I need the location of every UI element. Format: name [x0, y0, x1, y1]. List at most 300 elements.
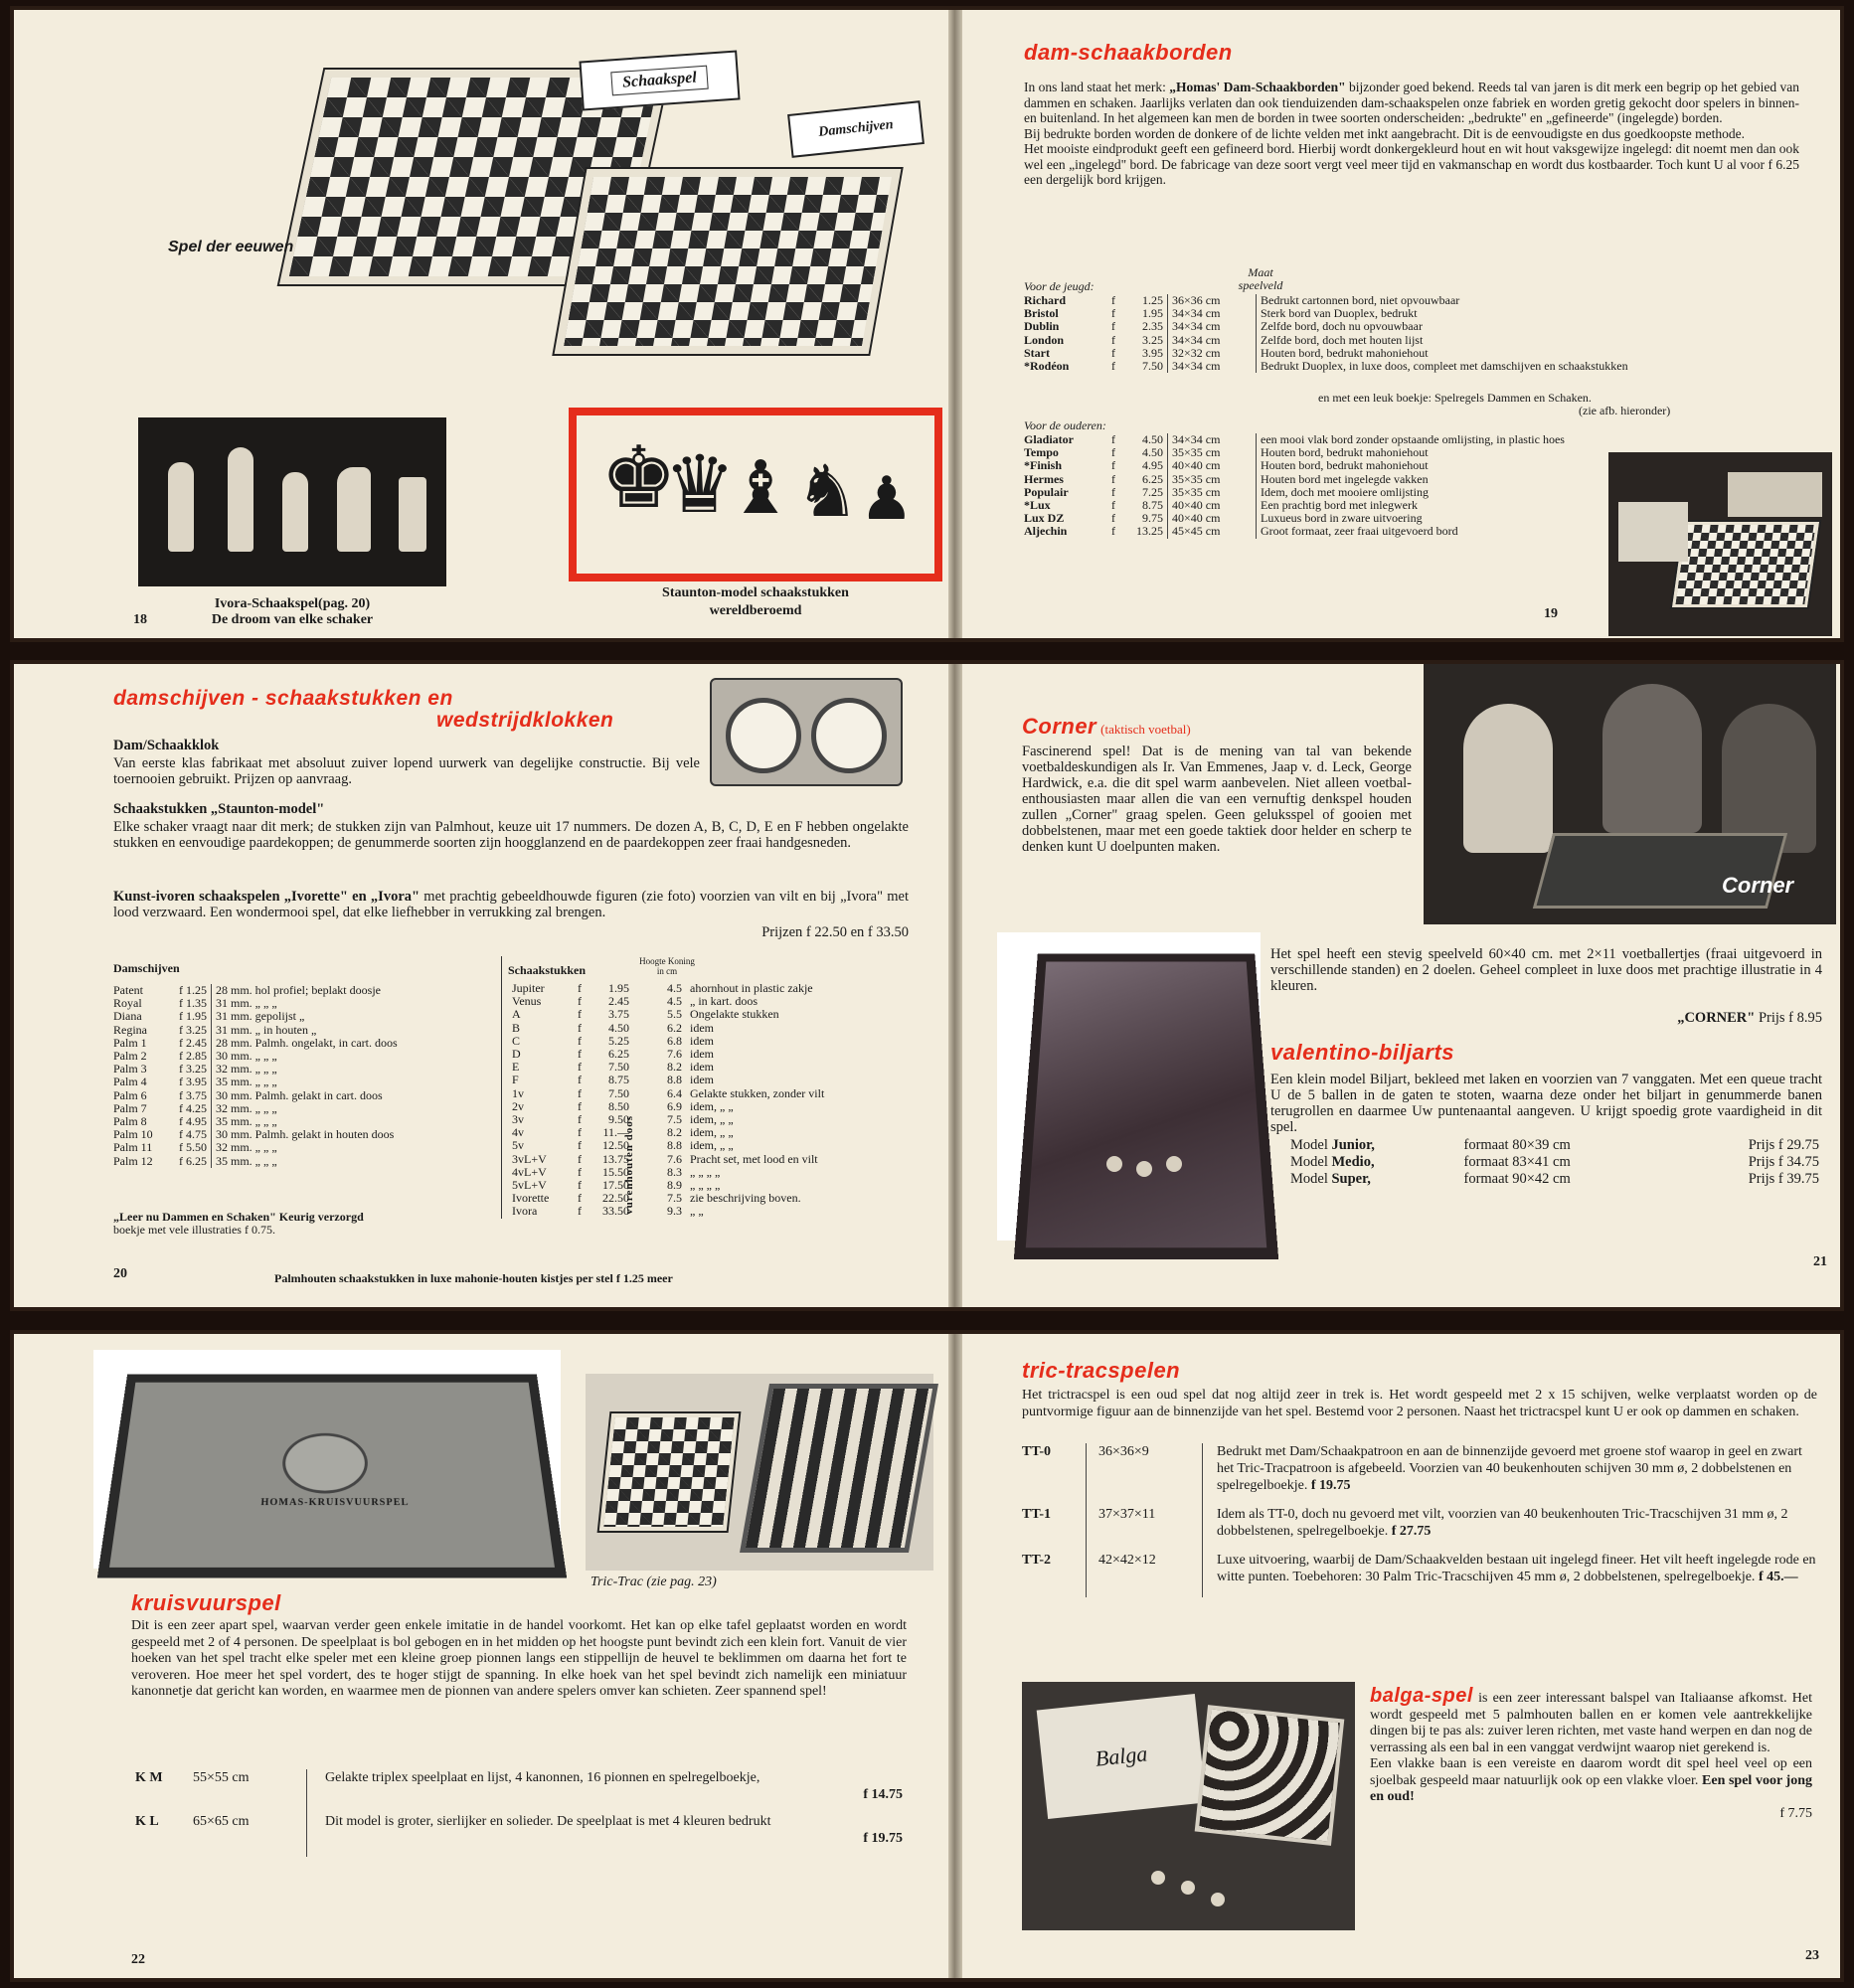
- page-number: 19: [1544, 606, 1558, 621]
- dam-desc: 35 mm. „ „ „: [212, 1115, 402, 1128]
- size: 65×65 cm: [193, 1814, 250, 1829]
- rodeon-board: [1672, 522, 1819, 607]
- size: 35×35 cm: [1168, 473, 1257, 486]
- currency: f: [578, 981, 582, 995]
- set-name: 5vL+V: [512, 1178, 547, 1193]
- currency: f: [1111, 332, 1115, 347]
- set-name: 2v: [512, 1098, 524, 1113]
- code: TT-2: [1022, 1553, 1052, 1568]
- table-row: [109, 1024, 402, 1037]
- gutter: [948, 664, 962, 1307]
- currency: f: [578, 1033, 582, 1048]
- description: Ongelakte stukken: [690, 1007, 779, 1022]
- set-name: Ivorette: [512, 1191, 550, 1206]
- table-row: [1286, 1137, 1823, 1154]
- hoogte-header: [637, 956, 697, 976]
- pawn-icon: ♟: [860, 464, 914, 534]
- set-name: 4v: [512, 1125, 524, 1140]
- description: [1203, 1506, 1824, 1552]
- description: Houten bord met ingelegde vakken: [1257, 473, 1569, 486]
- intro-brand: „Homas' Dam-Schaakborden": [1169, 80, 1346, 94]
- rodeon-lid: [1728, 472, 1822, 517]
- staunton-title: Schaakstukken „Staunton-model": [113, 801, 325, 817]
- size: 55×55 cm: [193, 1770, 250, 1785]
- price: 1.95: [608, 981, 629, 995]
- board-name: Gladiator: [1024, 432, 1074, 446]
- billiard-photo: [997, 932, 1261, 1241]
- price: 4.95: [1142, 458, 1163, 473]
- price: f 45.—: [1755, 1570, 1798, 1584]
- board-name: London: [1024, 332, 1065, 347]
- set-name: D: [512, 1047, 521, 1062]
- board-name: *Rodéon: [1024, 359, 1070, 374]
- size: 34×34 cm: [1168, 307, 1257, 320]
- price: 11.—: [602, 1125, 629, 1140]
- table-row: [1020, 360, 1632, 373]
- balga-desc2: Een vlakke baan is een vereiste en daarom wordt dit spel heel veel op een sjoelbak gespeeld maar natuurlijk ook op een vlakke vloer.: [1370, 1756, 1812, 1788]
- dam-price: f 3.75: [179, 1087, 207, 1102]
- corner-heading: Corner: [1022, 714, 1097, 739]
- table-row: [1020, 320, 1632, 333]
- description: Een prachtig bord met inlegwerk: [1257, 499, 1569, 512]
- table-row: [1020, 473, 1569, 486]
- dam-price: f 5.50: [179, 1140, 207, 1155]
- size: 37×37×11: [1087, 1506, 1203, 1552]
- price: 6.25: [1142, 471, 1163, 486]
- description: Idem, doch met mooiere omlijsting: [1257, 486, 1569, 499]
- dam-price: f 3.25: [179, 1022, 207, 1037]
- dam-price: f 1.35: [179, 996, 207, 1011]
- price: 4.50: [1142, 432, 1163, 446]
- table-row: [508, 1074, 828, 1086]
- page-number: 18: [133, 612, 147, 627]
- corner-box: Corner: [1722, 873, 1794, 898]
- dam-price: f 6.25: [179, 1153, 207, 1168]
- currency: f: [578, 1007, 582, 1022]
- fort-icon: [281, 1433, 368, 1494]
- size: 36×36×9: [1087, 1443, 1203, 1506]
- dam-desc: 31 mm. „ „ „: [212, 997, 402, 1010]
- rodeon-photo: [1608, 452, 1832, 636]
- price: 8.75: [1142, 498, 1163, 513]
- height: 8.2: [667, 1125, 682, 1140]
- dam-desc: 30 mm. Palmh. gelakt in cart. doos: [212, 1089, 402, 1102]
- desc-text: Luxe uitvoering, waarbij de Dam/Schaakvelden bestaan uit ingelegd fineer. Het vilt heeft ingelegde rode en witte punten. Toebehoren: 30 Palm Tric-Tracschijven 45 mm ø, 2 dobbelstenen, spelregelboekje.: [1217, 1553, 1816, 1584]
- table-row: [131, 1769, 907, 1813]
- dam-name: Diana: [113, 1009, 142, 1024]
- dam-desc: 28 mm. Palmh. ongelakt, in cart. doos: [212, 1037, 402, 1050]
- size: 34×34 cm: [1168, 360, 1257, 373]
- height: 7.6: [667, 1047, 682, 1062]
- page-number: 22: [131, 1952, 145, 1967]
- dam-price: f 4.95: [179, 1114, 207, 1129]
- table-row: [109, 1141, 402, 1154]
- description: „ in kart. doos: [690, 994, 758, 1009]
- dam-name: Royal: [113, 996, 142, 1011]
- kruisvuur-text: Dit is een zeer apart spel, waarvan verder geen enkele imitatie in de handel voorkomt. Het kan op elke tafel geplaatst worden en wordt gespeeld met 2 of 4 personen. De speelplaat is bol gebogen en in het midden op het hoogste punt bevindt zich een klein fort. Vanuit de vier hoeken van het spel tracht elke speler met een kleine groep pionnen langs een stippellijn de heuvel te beklimmen om daarna het fort te veroveren. Hoe meer het spel vordert, des te hoger stijgt de spanning. In elke hoek van het spel bevindt zich namelijk een miniatuur kanonnetje dat gericht kan worden, en waarmee men de pionnen van andere spelers omver kan schieten. Zeer spannend spel!: [131, 1618, 907, 1699]
- balga-price: f 7.75: [1779, 1805, 1812, 1821]
- board-text: HOMAS-KRUISVUURSPEL: [260, 1497, 410, 1509]
- rodeon-note: (zie afb. hieronder): [1579, 404, 1671, 417]
- set-name: 4vL+V: [512, 1164, 547, 1179]
- rodeon-box: [1618, 502, 1688, 562]
- dam-price: f 2.45: [179, 1035, 207, 1050]
- dam-desc: 28 mm. hol profiel; beplakt doosje: [212, 984, 402, 997]
- board-name: Lux DZ: [1024, 511, 1065, 526]
- balga-photo: [1022, 1682, 1355, 1930]
- desc-text: Dit model is groter, sierlijker en solieder. De speelplaat is met 4 kleuren bedrukt: [325, 1814, 771, 1829]
- dam-name: Palm 7: [113, 1100, 147, 1115]
- king-icon: ♚: [600, 428, 678, 528]
- currency: f: [1111, 432, 1115, 446]
- table-row: [131, 1813, 907, 1857]
- corner-price-name: „CORNER": [1677, 1010, 1756, 1026]
- board-name: Populair: [1024, 484, 1069, 499]
- ouderen-label: Voor de ouderen:: [1024, 418, 1106, 432]
- description: idem: [690, 1073, 714, 1087]
- trictrac-board: [599, 1413, 739, 1531]
- heading-line: wedstrijdklokken: [436, 709, 614, 732]
- dam-name: Palm 4: [113, 1075, 147, 1089]
- dam-name: Palm 10: [113, 1127, 153, 1142]
- ivory-title: Kunst-ivoren schaakspelen „Ivorette" en „Ivora": [113, 889, 421, 905]
- currency: f: [1111, 498, 1115, 513]
- model-size: formaat 80×39 cm: [1463, 1137, 1571, 1153]
- price: f 27.75: [1388, 1524, 1432, 1539]
- description: Luxueus bord in zware uitvoering: [1257, 512, 1569, 525]
- page-22: [14, 1334, 948, 1978]
- height: 4.5: [667, 994, 682, 1009]
- checkerboard-illustration: [555, 169, 902, 354]
- intro-text: [1024, 80, 1799, 188]
- box-schaakspel-label: Schaakspel: [610, 66, 708, 96]
- gutter: [948, 10, 962, 638]
- valentino-heading: valentino-biljarts: [1270, 1040, 1455, 1065]
- code: TT-1: [1022, 1507, 1052, 1522]
- table-row: [109, 1010, 402, 1023]
- chess-clock-photo: [710, 678, 903, 786]
- dam-desc: 31 mm. gepolijst „: [212, 1010, 402, 1023]
- height: 7.5: [667, 1191, 682, 1206]
- ball-icon: [1136, 1161, 1152, 1177]
- kruisvuur-photo: [93, 1350, 561, 1569]
- dam-header: Damschijven: [113, 961, 180, 975]
- set-name: Jupiter: [512, 981, 545, 995]
- description: idem, „ „: [690, 1112, 734, 1127]
- currency: f: [578, 1112, 582, 1127]
- balga-text: [1370, 1685, 1813, 1822]
- heading-line: damschijven - schaakstukken en: [113, 687, 453, 710]
- price: 17.50: [602, 1178, 629, 1193]
- ivora-photo: [138, 417, 446, 586]
- height: 8.8: [667, 1073, 682, 1087]
- set-name: 1v: [512, 1085, 524, 1100]
- height: 7.6: [667, 1151, 682, 1166]
- size: 45×45 cm: [1168, 525, 1257, 538]
- kruisvuur-board: [97, 1375, 567, 1578]
- paragraph: Bij bedrukte borden worden de donkere of de lichte velden met inkt aangebracht. Dit is de eenvoudigste en dus goedkoopste methode.: [1024, 125, 1746, 141]
- ivory-desc: met prachtig gebeeldhouwde figuren (zie foto) voorzien van vilt en bij „Ivora" met lood verzwaard. Een wondermooi spel, dat elke liefhebber in verrukking zal brengen.: [113, 889, 910, 920]
- description: ahornhout in plastic zakje: [690, 981, 813, 995]
- maat-header: [1221, 266, 1300, 292]
- dam-name: Palm 8: [113, 1114, 147, 1129]
- dam-name: Palm 2: [113, 1049, 147, 1064]
- dam-price: f 3.25: [179, 1062, 207, 1077]
- price: 12.50: [602, 1138, 629, 1153]
- price: 22.50: [602, 1191, 629, 1206]
- queen-icon: ♛: [664, 438, 736, 531]
- corner-text: Fascinerend spel! Dat is de mening van tal van bekende voetbaldeskundigen als Ir. Van Emmenes, Jaap v. d. Leck, George Hardwick, e.a. die dit spel warm aanbevelen. Niet alleen voetbal-enthousiasten maar allen die van een vernuftig denkspel houden zullen „Corner" graag spelen. Geen geluksspel of gooien met dobbelstenen, maar met een goede taktiek door helder en scherp te denken kunt U doelpunten maken.: [1022, 744, 1412, 855]
- model-price: Prijs f 29.75: [1748, 1137, 1819, 1153]
- price: 7.50: [1142, 359, 1163, 374]
- dam-desc: 32 mm. „ „ „: [212, 1102, 402, 1115]
- staunton-caption: [569, 584, 942, 620]
- description: idem, „ „: [690, 1138, 734, 1153]
- desc-text: Idem als TT-0, doch nu gevoerd met vilt, voorzien van 40 beukenhouten Tric-Tracschijven 31 mm ø, 2 dobbelstenen, spelregelboekje.: [1217, 1507, 1788, 1539]
- description: [307, 1769, 908, 1813]
- table-row: [1286, 1171, 1823, 1188]
- currency: f: [578, 1204, 582, 1219]
- description: idem: [690, 1033, 714, 1048]
- price: f 19.75: [1307, 1478, 1351, 1493]
- height: 5.5: [667, 1007, 682, 1022]
- size: 42×42×12: [1087, 1552, 1203, 1597]
- currency: f: [578, 1164, 582, 1179]
- desc-text: Gelakte triplex speelplaat en lijst, 4 kanonnen, 16 pionnen en spelregelboekje,: [325, 1770, 760, 1785]
- ivora-caption: [133, 596, 451, 628]
- intro-rest: bijzonder goed bekend. Reeds tal van jaren is dit merk een begrip op het gebied van dammen en schaken. Jaarlijks verlaten dan ook tienduizenden dam-schaakspelen onze fabriek en worden gretig gekocht door spelers in binnen- en buitenland. In het algemeen kan men de borden in twee soorten onderscheiden: „bedrukte" en „gefineerde" (ingelegde) borden.: [1024, 80, 1800, 125]
- table-row: [1020, 459, 1569, 472]
- size: 34×34 cm: [1168, 433, 1257, 446]
- dam-price: f 4.75: [179, 1127, 207, 1142]
- model-label: Junior,: [1331, 1137, 1375, 1153]
- model-name: Model Super,: [1290, 1171, 1371, 1187]
- dam-desc: 32 mm. „ „ „: [212, 1141, 402, 1154]
- description: Groot formaat, zeer fraai uitgevoerd bord: [1257, 525, 1569, 538]
- description: een mooi vlak bord zonder opstaande omlijsting, in plastic hoes: [1257, 433, 1569, 446]
- dam-desc: 31 mm. „ in houten „: [212, 1024, 402, 1037]
- person-icon: [1463, 704, 1553, 853]
- price: 7.50: [608, 1060, 629, 1075]
- table-row: [508, 1087, 828, 1100]
- clock-text: Van eerste klas fabrikaat met absoluut zuiver lopend uurwerk van degelijke constructie. Bij vele toernooien gebruikt. Prijzen op aanvraag.: [113, 755, 700, 787]
- price: 7.50: [608, 1085, 629, 1100]
- valentino-models: [1286, 1137, 1823, 1188]
- board-name: Richard: [1024, 293, 1066, 307]
- piece-icon: [168, 462, 194, 552]
- size: 32×32 cm: [1168, 347, 1257, 360]
- balga-slogan: Een spel voor jong en oud!: [1370, 1772, 1813, 1804]
- currency: f: [1111, 359, 1115, 374]
- dam-price: f 1.95: [179, 1009, 207, 1024]
- ball-icon: [1151, 1871, 1165, 1885]
- currency: f: [1111, 293, 1115, 307]
- table-row: [1018, 1506, 1823, 1552]
- heading-damschijven: [113, 688, 613, 732]
- size: 36×36 cm: [1168, 294, 1257, 307]
- currency: f: [1111, 306, 1115, 321]
- footer-note: Palmhouten schaakstukken in luxe mahonie-houten kistjes per stel f 1.25 meer: [274, 1271, 673, 1285]
- rodeon-extra: en met een leuk boekje: Spelregels Dammen en Schaken.: [1318, 391, 1592, 405]
- code: TT-0: [1022, 1444, 1052, 1459]
- corner-sub: (taktisch voetbal): [1100, 722, 1191, 737]
- ouderen-table: [1020, 433, 1569, 539]
- model-size: formaat 83×41 cm: [1463, 1154, 1571, 1170]
- size: 40×40 cm: [1168, 459, 1257, 472]
- price: f 14.75: [863, 1787, 903, 1802]
- trictrac-photo: [586, 1374, 933, 1571]
- description: Pracht set, met lood en vilt: [690, 1151, 818, 1166]
- page-19: [962, 10, 1840, 638]
- spread-pages-22-23: [10, 1330, 1844, 1982]
- price: 4.50: [1142, 445, 1163, 460]
- currency: f: [1111, 319, 1115, 334]
- set-name: Ivora: [512, 1204, 538, 1219]
- currency: f: [1111, 345, 1115, 360]
- desc-text: Bedrukt met Dam/Schaakpatroon en aan de binnenzijde gevoerd met groene stof waarop in geel en zwart het Tric-Tracpatroon is afgebeeld. Voorzien van 40 beukenhouten schijven 30 mm ø, 2 dobbelstenen en spelregelboekje.: [1217, 1444, 1802, 1493]
- balga-box-label: Balga: [1094, 1740, 1149, 1771]
- currency: f: [578, 994, 582, 1009]
- leer-line: boekje met vele illustraties f 0.75.: [113, 1223, 275, 1238]
- dam-desc: 32 mm. „ „ „: [212, 1063, 402, 1076]
- description: „ „: [690, 1204, 704, 1219]
- spread-pages-18-19: [10, 6, 1844, 642]
- currency: f: [578, 1085, 582, 1100]
- board-name: Tempo: [1024, 445, 1059, 460]
- price: 3.95: [1142, 345, 1163, 360]
- caption-line: wereldberoemd: [709, 603, 802, 618]
- description: Houten bord, bedrukt mahoniehout: [1257, 459, 1569, 472]
- description: Zelfde bord, doch met houten lijst: [1257, 334, 1632, 347]
- price: f 19.75: [863, 1831, 903, 1846]
- price: 8.50: [608, 1098, 629, 1113]
- description: idem, „ „: [690, 1125, 734, 1140]
- trictrac-case: [740, 1384, 938, 1553]
- description: Bedrukt Duoplex, in luxe doos, compleet met damschijven en schaakstukken: [1257, 360, 1632, 373]
- dam-price: f 4.25: [179, 1100, 207, 1115]
- table-row: [109, 1089, 402, 1102]
- currency: f: [578, 1020, 582, 1035]
- description: idem, „ „: [690, 1098, 734, 1113]
- page-20: [14, 664, 948, 1307]
- description: [1203, 1552, 1824, 1597]
- clock-title: Dam/Schaakklok: [113, 738, 220, 753]
- currency: f: [578, 1191, 582, 1206]
- intro-pre: In ons land staat het merk:: [1024, 80, 1170, 94]
- table-row: [1018, 1443, 1823, 1506]
- set-name: 3vL+V: [512, 1151, 547, 1166]
- table-row: [508, 1205, 828, 1218]
- valentino-text: Een klein model Biljart, bekleed met laken en voorzien van 7 vanggaten. Met een queue tracht U de 5 ballen in de gaten te stoten, waarna deze onder het biljart in genummerde banen terugrollen en daarmee Uw puntenaantal aangeven. U krijgt spoedig grote vaardigheid in dit spel.: [1270, 1072, 1822, 1135]
- currency: f: [578, 1060, 582, 1075]
- height: 6.9: [667, 1098, 682, 1113]
- dam-desc: 30 mm. Palmh. gelakt in houten doos: [212, 1128, 402, 1141]
- description: idem: [690, 1020, 714, 1035]
- currency: f: [578, 1151, 582, 1166]
- height: 8.3: [667, 1164, 682, 1179]
- schaak-table-wrap: [501, 956, 828, 1219]
- currency: f: [1111, 524, 1115, 539]
- size: 35×35 cm: [1168, 486, 1257, 499]
- set-name: 3v: [512, 1112, 524, 1127]
- description: „ „ „ „: [690, 1178, 721, 1193]
- set-name: C: [512, 1033, 521, 1048]
- dam-desc: 30 mm. „ „ „: [212, 1050, 402, 1063]
- description: [307, 1813, 908, 1857]
- caption-line: De droom van elke schaker: [211, 612, 374, 627]
- table-row: [109, 1155, 402, 1168]
- dam-price: f 2.85: [179, 1049, 207, 1064]
- speelveld-label: speelveld: [1238, 278, 1283, 293]
- page-21: [962, 664, 1840, 1307]
- model-name: Model Medio,: [1290, 1154, 1375, 1170]
- price: 3.75: [608, 1007, 629, 1022]
- board-name: Dublin: [1024, 319, 1060, 334]
- ball-icon: [1181, 1881, 1195, 1895]
- balga-heading: balga-spel: [1370, 1685, 1473, 1707]
- caption-line: Ivora-Schaakspel(pag. 20): [214, 596, 371, 611]
- model-price: Prijs f 34.75: [1748, 1154, 1819, 1170]
- currency: f: [1111, 445, 1115, 460]
- model-name: Model Junior,: [1290, 1137, 1375, 1153]
- maat-label: Maat: [1248, 265, 1273, 279]
- balga-desc: is een zeer interessant balspel van Italiaanse afkomst. Het wordt gespeeld met 5 palmhouten ballen en er komen vele aantrekkelijke dingen bij te pas als: zuiver leren richten, met vaste hand werpen en dan nog de verrassing als een bal in een vanggat verdwijnt waarop niet gerekend is.: [1370, 1691, 1812, 1755]
- board-name: Bristol: [1024, 306, 1059, 321]
- size: 34×34 cm: [1168, 320, 1257, 333]
- dam-name: Palm 12: [113, 1153, 153, 1168]
- set-name: 5v: [512, 1138, 524, 1153]
- dam-desc: 35 mm. „ „ „: [212, 1076, 402, 1088]
- set-name: Venus: [512, 994, 542, 1009]
- box-damschijven: [787, 100, 925, 158]
- currency: f: [578, 1125, 582, 1140]
- jeugd-table: [1020, 294, 1632, 373]
- model-price: Prijs f 39.75: [1748, 1171, 1819, 1187]
- clock-face-icon: [811, 698, 887, 773]
- description: Zelfde bord, doch nu opvouwbaar: [1257, 320, 1632, 333]
- trictrac-caption: Tric-Trac (zie pag. 23): [590, 1574, 717, 1589]
- leer-note: [113, 1211, 364, 1237]
- dam-name: Palm 11: [113, 1140, 153, 1155]
- currency: f: [578, 1178, 582, 1193]
- currency: f: [578, 1073, 582, 1087]
- table-row: [508, 1008, 828, 1021]
- description: Gelakte stukken, zonder vilt: [690, 1085, 825, 1100]
- price: 13.75: [602, 1151, 629, 1166]
- price: 3.25: [1142, 332, 1163, 347]
- balga-p2: [1370, 1756, 1812, 1806]
- dam-price: f 3.95: [179, 1075, 207, 1089]
- vurenhout-label: vurenhouten doos: [623, 1115, 635, 1215]
- dam-name: Regina: [113, 1022, 147, 1037]
- table-row: [508, 1153, 828, 1166]
- currency: f: [578, 1098, 582, 1113]
- dam-desc: 35 mm. „ „ „: [212, 1155, 402, 1168]
- currency: f: [1111, 511, 1115, 526]
- spread-pages-20-21: [10, 660, 1844, 1311]
- height: 7.5: [667, 1112, 682, 1127]
- trictrac-intro: Het trictracspel is een oud spel dat nog altijd zeer in trek is. Het wordt gespeeld met 2 x 15 schijven, welke verplaatst worden op de puntvormige figuur aan de binnenzijde van het spel. Bestemd voor 2 personen. Naast het trictracspel kunt U er ook op dammen en schaken.: [1022, 1388, 1817, 1419]
- description: idem: [690, 1047, 714, 1062]
- currency: f: [578, 1138, 582, 1153]
- set-name: B: [512, 1020, 521, 1035]
- board-name: Hermes: [1024, 471, 1064, 486]
- table-row: [1286, 1154, 1823, 1171]
- description: idem: [690, 1060, 714, 1075]
- price: 1.25: [1142, 293, 1163, 307]
- model-label: Super,: [1331, 1171, 1371, 1187]
- price: 13.25: [1136, 524, 1163, 539]
